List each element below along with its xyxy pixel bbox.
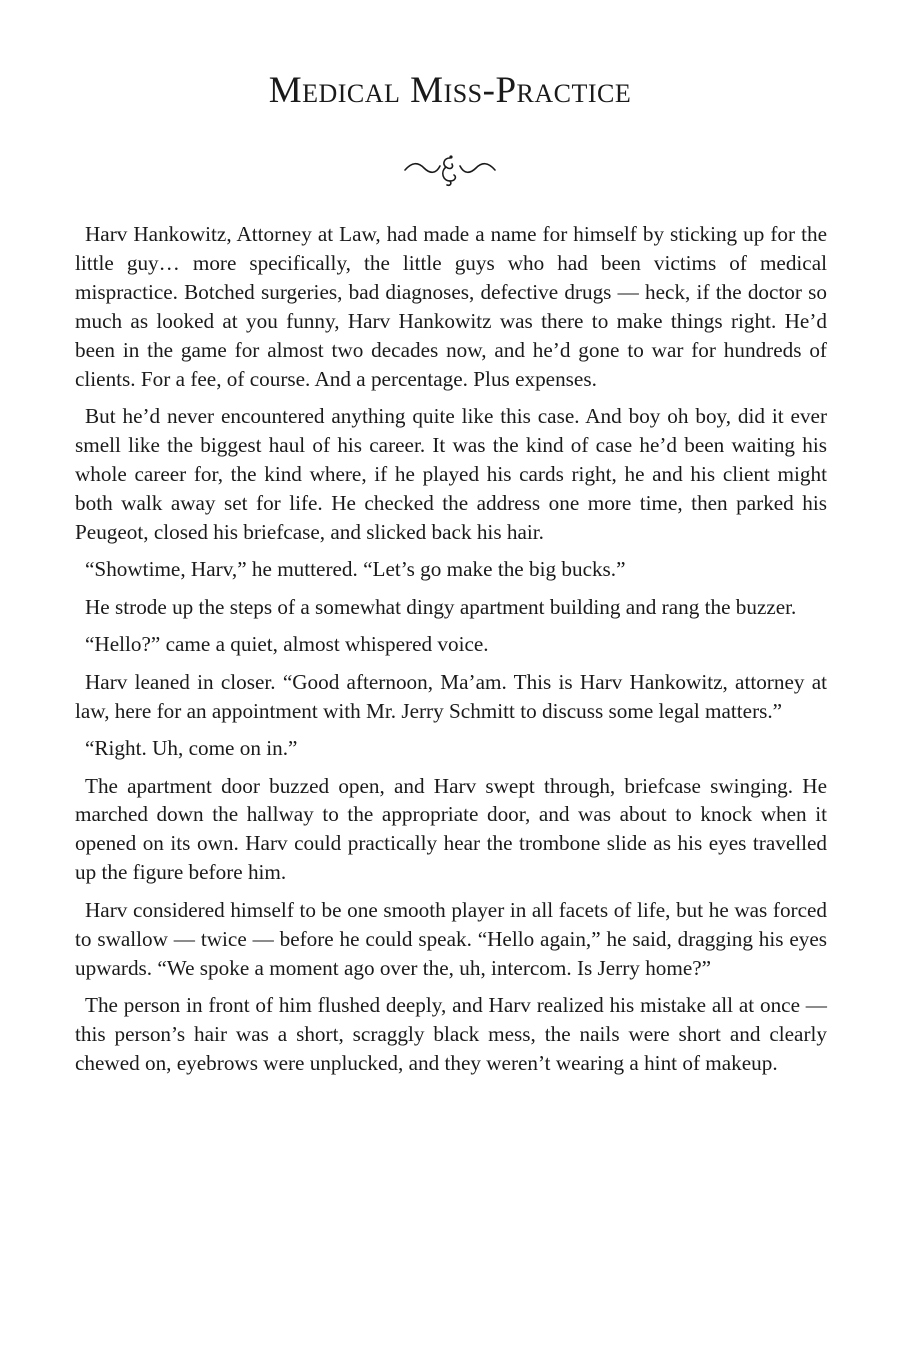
paragraph: But he’d never encountered anything quite like this case. And boy oh boy, did it ever smell like the biggest haul of his career. It was the kind of case he’d been waiting his whole career for, the kind where, if he played his cards right, he and his client might both walk away set for life. He checked the address one more time, then parked his Peugeot, closed his briefcase, and slicked back his hair.	[75, 404, 827, 544]
paragraph: He strode up the steps of a somewhat dingy apartment building and rang the buzzer.	[85, 594, 797, 619]
paragraph: The person in front of him flushed deeply, and Harv realized his mistake all at once — this person’s hair was a short, scraggly black mess, the nails were short and clearly chewed on, eyebrows were unplucked, and they weren’t wearing a hint of makeup.	[75, 993, 827, 1075]
paragraph: The apartment door buzzed open, and Harv swept through, briefcase swinging. He marched down the hallway to the appropriate door, and was about to knock when it opened on its own. Harv could practically hear the trombone slide as his eyes travelled up the figure before him.	[75, 773, 827, 885]
chapter-body	[75, 220, 827, 1086]
paragraph: Harv Hankowitz, Attorney at Law, had made a name for himself by sticking up for the little guy… more specifically, the little guys who had been victims of medical mispractice. Botched surgeries, bad diagnoses, defective drugs — heck, if the doctor so much as looked at you funny, Harv Hankowitz was there to make things right. He’d been in the game for almost two decades now, and he’d gone to war for hundreds of clients. For a fee, of course. And a percentage. Plus expenses.	[75, 222, 827, 391]
flourish-ornament-icon	[400, 150, 500, 190]
paragraph: “Hello?” came a quiet, almost whispered voice.	[85, 632, 489, 657]
paragraph: “Right. Uh, come on in.”	[85, 736, 298, 761]
paragraph: Harv leaned in closer. “Good afternoon, Ma’am. This is Harv Hankowitz, attorney at law, here for an appointment with Mr. Jerry Schmitt to discuss some legal matters.”	[75, 669, 827, 723]
paragraph: “Showtime, Harv,” he muttered. “Let’s go make the big bucks.”	[85, 557, 626, 582]
paragraph: Harv considered himself to be one smooth player in all facets of life, but he was forced to swallow — twice — before he could speak. “Hello again,” he said, dragging his eyes upwards. “We spoke a moment ago over the, uh, intercom. Is Jerry home?”	[75, 897, 827, 980]
chapter-title: Medical Miss-Practice	[268, 70, 632, 111]
